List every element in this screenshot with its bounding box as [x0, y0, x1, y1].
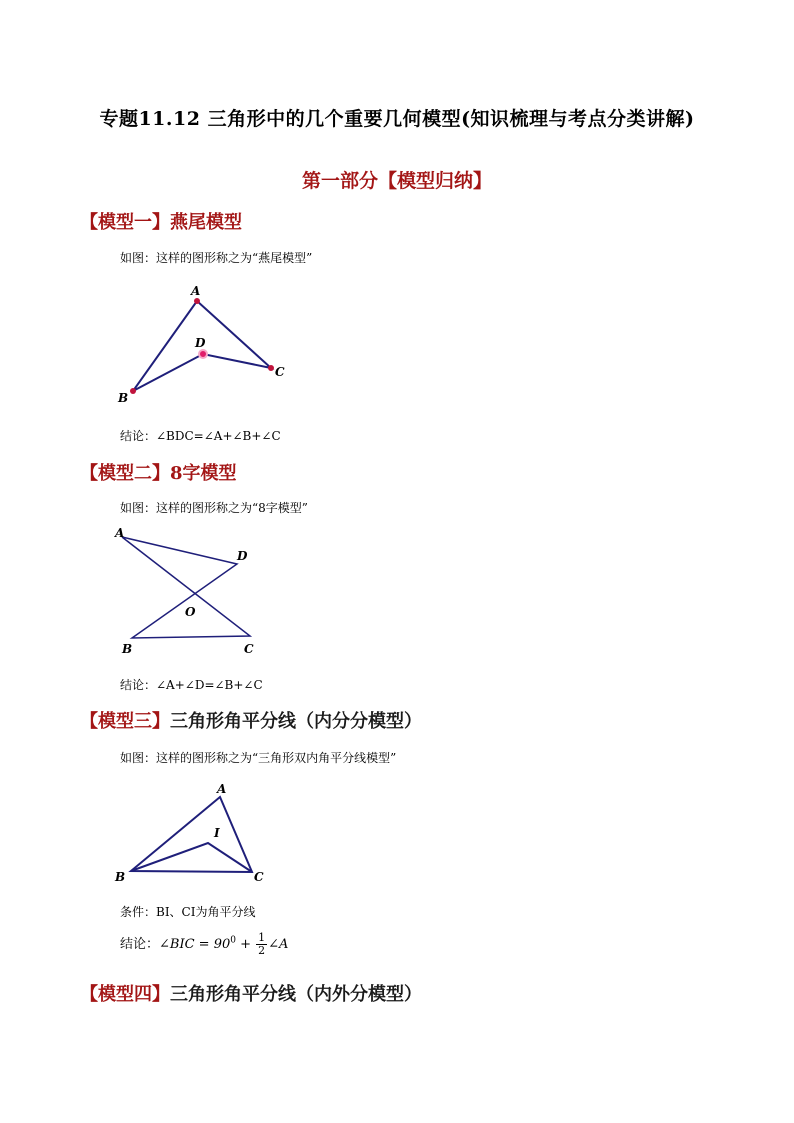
point-b [130, 388, 136, 394]
conclusion-prefix: 结论： [120, 937, 160, 952]
model-4-heading [80, 980, 422, 1006]
model-2-name: 8字模型 [170, 463, 237, 484]
figure-eight-figure [105, 520, 285, 660]
document-title: 专题11.12 三角形中的几个重要几何模型(知识梳理与考点分类讲解) [99, 108, 695, 130]
model-2-heading [80, 459, 237, 485]
model-3-heading [80, 707, 422, 733]
model-2-conclusion: 结论：∠A+∠D=∠B+∠C [120, 678, 263, 692]
model-3-bracket: 【模型三】 [80, 711, 170, 732]
label-a: A [115, 526, 125, 540]
point-a [194, 298, 200, 304]
label-i: I [214, 826, 220, 840]
model-4-bracket: 【模型四】 [80, 984, 170, 1005]
label-b: B [118, 391, 129, 405]
point-c [268, 365, 274, 371]
label-b: B [122, 642, 133, 656]
label-c: C [254, 870, 264, 884]
label-b: B [115, 870, 126, 884]
fraction-numerator: 1 [258, 931, 266, 944]
label-c: C [244, 642, 254, 656]
label-d: D [237, 549, 248, 563]
label-a: A [217, 782, 227, 796]
part-title: 第一部分【模型归纳】 [301, 170, 492, 192]
conclusion-plus: + [235, 937, 256, 952]
model-1-name: 燕尾模型 [170, 212, 242, 233]
figure-eight-outline [122, 537, 250, 638]
conclusion-lhs: ∠BIC = 90 [159, 937, 231, 952]
model-2-description: 如图：这样的图形称之为“8字模型” [120, 501, 308, 515]
label-o: O [185, 605, 196, 619]
fraction-denominator: 2 [258, 944, 266, 957]
label-d: D [195, 336, 206, 350]
model-1-heading [80, 208, 242, 234]
model-1-bracket: 【模型一】 [80, 212, 170, 233]
model-3-name: 三角形角平分线（内分分模型） [170, 711, 422, 732]
model-1-description: 如图：这样的图形称之为“燕尾模型” [120, 251, 313, 265]
label-c: C [275, 365, 285, 379]
conclusion-tail: ∠A [268, 937, 289, 952]
model-3-condition: 条件：BI、CI为角平分线 [120, 905, 256, 919]
bisector-lines [131, 843, 252, 872]
model-2-bracket: 【模型二】 [80, 463, 170, 484]
model-3-description: 如图：这样的图形称之为“三角形双内角平分线模型” [120, 751, 397, 765]
half-fraction [256, 932, 267, 957]
model-1-conclusion: 结论：∠BDC=∠A+∠B+∠C [120, 429, 281, 443]
label-a: A [191, 284, 201, 298]
angle-bisector-figure [105, 775, 285, 890]
degree-superscript: 0 [230, 935, 236, 946]
point-d [199, 350, 207, 358]
swallowtail-figure [110, 280, 300, 410]
model-4-name: 三角形角平分线（内外分模型） [170, 984, 422, 1005]
model-3-conclusion [120, 932, 288, 957]
